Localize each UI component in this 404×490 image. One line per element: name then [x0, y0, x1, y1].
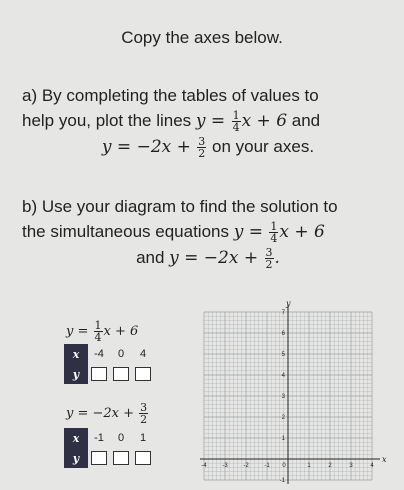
- y-axis-label: y: [286, 299, 291, 308]
- y-tick-label: 3: [281, 394, 285, 400]
- y-answer-box[interactable]: [110, 364, 132, 384]
- x-tick-label: -4: [201, 463, 207, 469]
- x-tick-label: 0: [282, 463, 286, 469]
- x-value: -1: [94, 432, 104, 444]
- x-value: 0: [117, 432, 125, 444]
- y-tick-label: -1: [279, 478, 285, 484]
- table-1-equation: y = $\frac{1}{4}$ x + 6: [66, 319, 139, 344]
- table-2: [64, 428, 154, 468]
- x-tick-label: -3: [222, 463, 228, 469]
- y-tick-label: 7: [281, 310, 285, 316]
- y-answer-box[interactable]: [88, 448, 110, 468]
- page-title: Copy the axes below.: [121, 28, 283, 47]
- y-answer-box[interactable]: [110, 448, 132, 468]
- equation-line-2: y = −2x + $\frac{3}{2}$: [101, 135, 206, 160]
- part-b-question: b) Use your diagram to find the solution to the simultaneous equations y = $\frac{1}{4}$ x + 6 and y = −2x + $\frac{3}{2}$ .: [22, 197, 338, 271]
- x-value: -4: [94, 348, 104, 360]
- x-header: x: [64, 428, 88, 448]
- y-tick-label: 1: [281, 436, 285, 442]
- axes-grid: [196, 298, 386, 484]
- y-header: y: [64, 448, 88, 468]
- x-value: 0: [117, 348, 125, 360]
- y-tick-label: 6: [281, 331, 285, 337]
- y-header: y: [64, 364, 88, 384]
- y-tick-label: 5: [281, 352, 285, 358]
- x-value: 4: [139, 348, 147, 360]
- y-answer-box[interactable]: [132, 448, 154, 468]
- x-tick-label: 3: [349, 463, 353, 469]
- x-tick-label: 2: [328, 463, 332, 469]
- x-axis-label: x: [382, 455, 387, 464]
- equation-line-1-b: y = $\frac{1}{4}$ x + 6: [233, 220, 325, 245]
- table-2-equation: y = −2x + $\frac{3}{2}$: [66, 401, 148, 426]
- x-value: 1: [139, 432, 147, 444]
- y-tick-label: 4: [281, 373, 285, 379]
- equation-line-1: y = $\frac{1}{4}$ x + 6: [195, 109, 288, 134]
- equation-line-2-b: y = −2x + $\frac{3}{2}$ .: [169, 246, 280, 271]
- y-answer-box[interactable]: [88, 364, 110, 384]
- y-answer-box[interactable]: [132, 364, 154, 384]
- x-tick-label: 1: [307, 463, 311, 469]
- x-header: x: [64, 344, 88, 364]
- x-tick-label: -2: [243, 463, 249, 469]
- y-tick-label: 2: [281, 415, 285, 421]
- x-tick-label: -1: [264, 463, 270, 469]
- x-tick-label: 4: [370, 463, 374, 469]
- part-a-question: a) By completing the tables of values to help you, plot the lines y = $\frac{1}{4}$ x + 6 and y = −2x + $\frac{3}{2}$ on your axes.: [22, 86, 321, 160]
- table-1: [64, 344, 154, 384]
